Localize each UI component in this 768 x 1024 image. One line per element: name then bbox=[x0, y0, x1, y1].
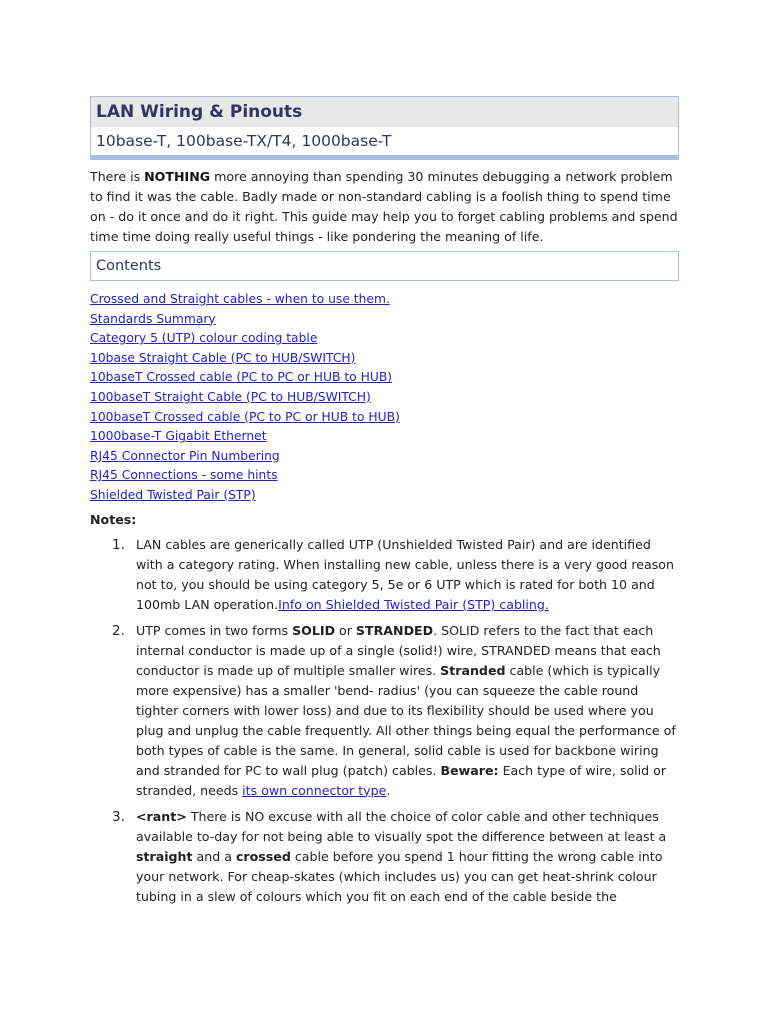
contents-heading: Contents bbox=[90, 251, 679, 281]
document-page bbox=[90, 96, 679, 913]
note-bold: STRANDED bbox=[355, 622, 434, 638]
note-number: 2. bbox=[112, 622, 125, 639]
note-bold: crossed bbox=[235, 848, 291, 864]
note-text: UTP comes in two forms bbox=[136, 622, 293, 638]
table-of-contents bbox=[90, 290, 679, 506]
note-bold: Stranded bbox=[440, 662, 506, 678]
toc-item bbox=[90, 486, 679, 506]
toc-item bbox=[90, 427, 679, 447]
note-text: cable (which is typically more expensive) has a smaller 'bend- radius' (you can squeeze the cable round tighter corners with lower loss) and due to its flexibility should be used where you plug and unplug the cable frequently. All other things being equal the performance of both types of cable is the same. In general, solid cable is used for backbone wiring and stranded for PC to wall plug (patch) cables. bbox=[136, 662, 676, 778]
note-text: and a bbox=[192, 848, 236, 864]
toc-item bbox=[90, 368, 679, 388]
notes-list bbox=[90, 535, 679, 907]
toc-link-100baset-straight[interactable]: 100baseT Straight Cable (PC to HUB/SWITCH) bbox=[90, 389, 371, 404]
note-number: 1. bbox=[112, 536, 125, 553]
note-text: cable before you spend 1 hour fitting the wrong cable into your network. For cheap-skates (which includes us) you can get heat-shrink colour tubing in a slew of colours which you fit on each end of the cable beside the bbox=[136, 848, 663, 904]
toc-link-standards-summary[interactable]: Standards Summary bbox=[90, 311, 216, 326]
toc-link-rj45-hints[interactable]: RJ45 Connections - some hints bbox=[90, 468, 278, 483]
toc-item bbox=[90, 310, 679, 330]
note-text: There is NO excuse with all the choice of color cable and other techniques available to-day for not being able to visually spot the difference between at least a bbox=[136, 808, 667, 844]
toc-item bbox=[90, 349, 679, 369]
toc-item bbox=[90, 447, 679, 467]
intro-paragraph bbox=[90, 167, 679, 247]
note-text: or bbox=[335, 622, 356, 638]
toc-item bbox=[90, 290, 679, 310]
note-bold: Beware: bbox=[440, 762, 499, 778]
intro-text-2: more annoying than spending 30 minutes debugging a network problem to find it was the cable. Badly made or non-standard cabling is a foolish thing to spend time on - do it once and do it right. This guide may help you to forget cabling problems and spend time time doing really useful things - like pondering the meaning of life. bbox=[90, 169, 678, 244]
intro-bold: NOTHING bbox=[144, 169, 211, 184]
stp-info-link[interactable]: Info on Shielded Twisted Pair (STP) cabling. bbox=[278, 596, 549, 612]
note-bold: SOLID bbox=[292, 622, 336, 638]
toc-link-10base-straight[interactable]: 10base Straight Cable (PC to HUB/SWITCH) bbox=[90, 350, 356, 365]
note-text: LAN cables are generically called UTP (Unshielded Twisted Pair) and are identified with a category rating. When installing new cable, unless there is a very good reason not to, you should be using category 5, 5e or 6 UTP which is rated for both 10 and 100mb LAN operation. bbox=[136, 536, 674, 612]
note-bold: <rant> bbox=[136, 808, 187, 824]
toc-link-crossed-straight[interactable]: Crossed and Straight cables - when to use them. bbox=[90, 292, 390, 306]
toc-link-1000base-t[interactable]: 1000base-T Gigabit Ethernet bbox=[90, 429, 267, 444]
toc-link-cat5-colour[interactable]: Category 5 (UTP) colour coding table bbox=[90, 331, 318, 346]
note-text: . SOLID refers to the fact that each internal conductor is made up of a single (solid!) wire, STRANDED means that each conductor is made up of multiple smaller wires. bbox=[136, 622, 661, 678]
note-item bbox=[90, 535, 679, 615]
toc-item bbox=[90, 466, 679, 486]
toc-link-100baset-crossed[interactable]: 100baseT Crossed cable (PC to PC or HUB to HUB) bbox=[90, 409, 400, 424]
connector-type-link[interactable]: its own connector type bbox=[242, 782, 387, 798]
intro-text-1: There is bbox=[90, 169, 145, 184]
toc-item bbox=[90, 388, 679, 408]
note-text: . bbox=[386, 782, 391, 798]
note-bold: straight bbox=[136, 848, 193, 864]
note-item bbox=[90, 807, 679, 907]
toc-item bbox=[90, 408, 679, 428]
note-item bbox=[90, 621, 679, 801]
page-title: LAN Wiring & Pinouts bbox=[91, 97, 678, 127]
note-text: Each type of wire, solid or stranded, needs bbox=[136, 762, 667, 798]
toc-link-10baset-crossed[interactable]: 10baseT Crossed cable (PC to PC or HUB to HUB) bbox=[90, 370, 393, 385]
note-number: 3. bbox=[112, 808, 125, 825]
notes-heading: Notes: bbox=[90, 511, 137, 527]
page-subtitle: 10base-T, 100base-TX/T4, 1000base-T bbox=[91, 127, 678, 159]
toc-link-rj45-pin-numbering[interactable]: RJ45 Connector Pin Numbering bbox=[90, 448, 280, 463]
toc-link-stp[interactable]: Shielded Twisted Pair (STP) bbox=[90, 487, 256, 502]
title-box bbox=[90, 96, 679, 160]
toc-item bbox=[90, 329, 679, 349]
